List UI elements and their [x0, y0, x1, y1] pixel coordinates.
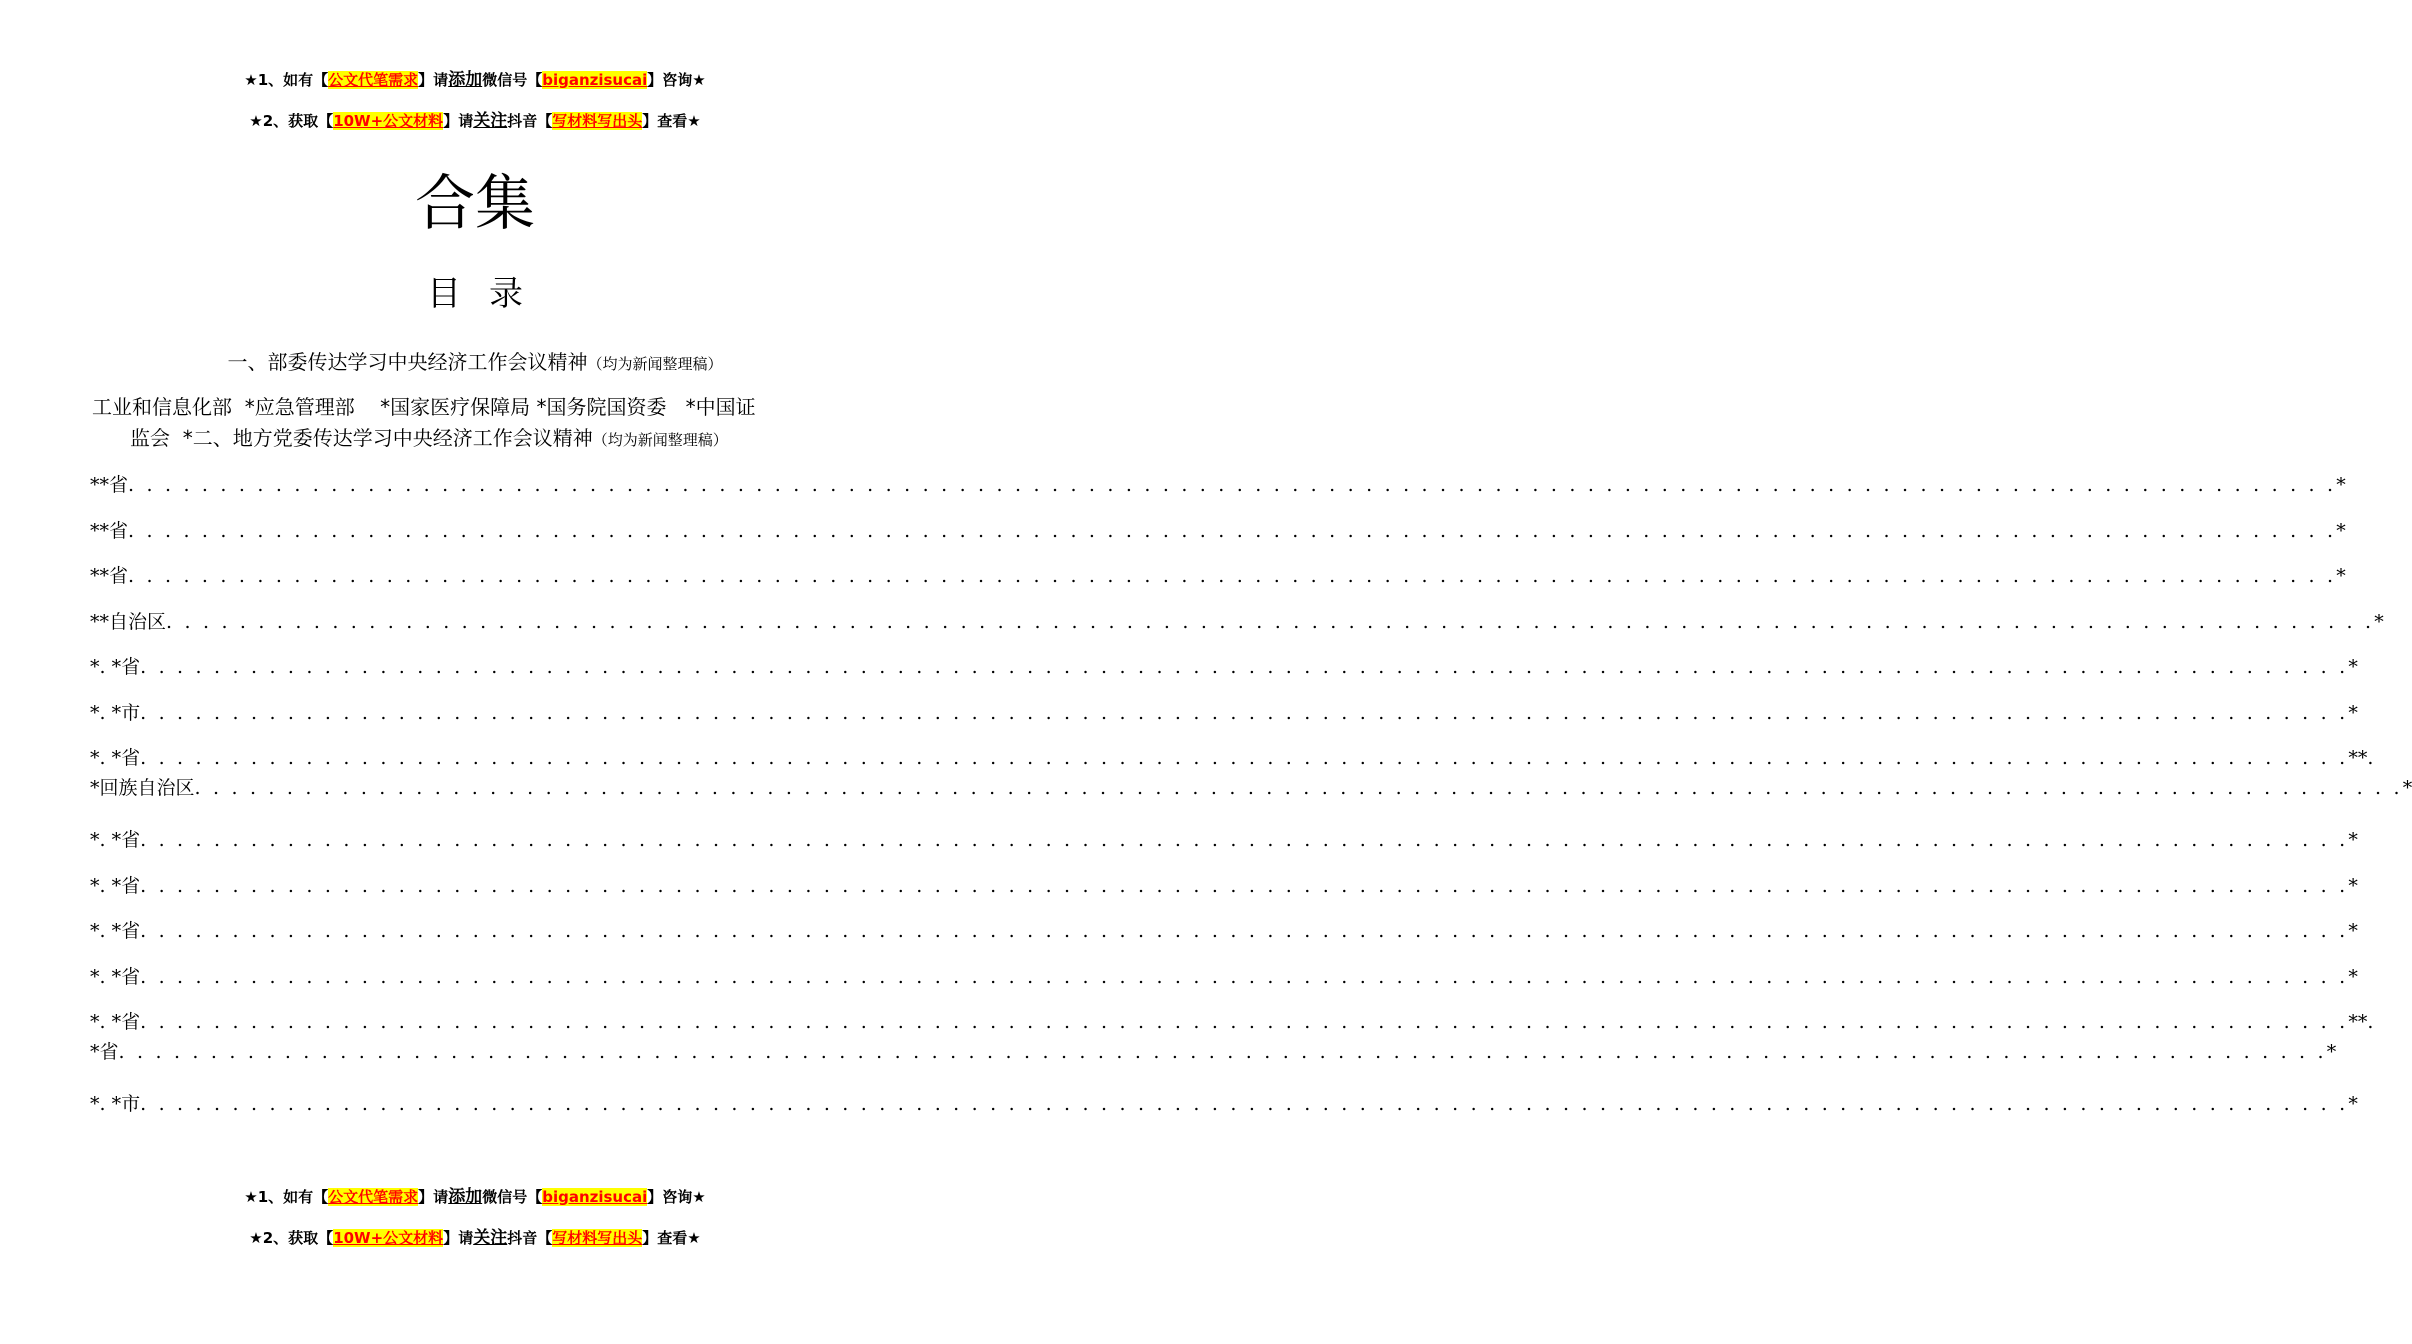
- star-icon: ★: [249, 112, 263, 130]
- highlight-service: 公文代笔需求: [328, 71, 419, 89]
- document-title: 合集: [415, 169, 535, 239]
- highlight-douyin-id: 写材料写出头: [552, 1229, 643, 1247]
- toc-leader-dots: . . . . . . . . . . . . . . . . . . . . . . . . . . . . . . . . . . . . . . . . . . . . . . . . . . . . . . . . . . . . . . . . . . . . . . . . . . . . . . . . . . . . . . . . . . . . . . . . . . . . . . . . . . . . . . . . . . . . . . . .: [140, 829, 2349, 851]
- toc-leader-dots: . . . . . . . . . . . . . . . . . . . . . . . . . . . . . . . . . . . . . . . . . . . . . . . . . . . . . . . . . . . . . . . . . . . . . . . . . . . . . . . . . . . . . . . . . . . . . . . . . . . . . . . . . . . . . . . . . . . . . . . .: [128, 565, 2337, 587]
- toc-entry-page: *: [2348, 656, 2358, 678]
- toc-entry-label: *. *省: [90, 874, 141, 897]
- toc-entry[interactable]: [90, 871, 2358, 917]
- toc-entry[interactable]: [90, 516, 2346, 562]
- toc-entries: [90, 470, 2412, 1135]
- toc-entry-page: *: [2348, 965, 2358, 988]
- toc-entry-page: *: [2336, 474, 2346, 496]
- toc-entry-page: *: [2348, 920, 2358, 942]
- star-icon: ★: [244, 71, 258, 89]
- toc-entry-page: *: [2348, 829, 2358, 851]
- toc-entry-page: **.: [2348, 1011, 2374, 1033]
- toc-leader-dots: . . . . . . . . . . . . . . . . . . . . . . . . . . . . . . . . . . . . . . . . . . . . . . . . . . . . . . . . . . . . . . . . . . . . . . . . . . . . . . . . . . . . . . . . . . . . . . . . . . . . . . . . . . . . . . . . . . . . . . . .: [194, 777, 2403, 799]
- header-promo-line-1: ★1、如有【公文代笔需求】请添加微信号【biganzisucai】咨询★: [244, 70, 706, 90]
- toc-entry-page: *: [2402, 777, 2412, 799]
- toc-entry-label: *. *省: [90, 1011, 141, 1033]
- highlight-materials: 10W+公文材料: [333, 1229, 444, 1247]
- toc-entry-page: *: [2348, 1093, 2358, 1115]
- toc-entry[interactable]: [90, 1007, 2374, 1089]
- toc-leader-dots: . . . . . . . . . . . . . . . . . . . . . . . . . . . . . . . . . . . . . . . . . . . . . . . . . . . . . . . . . . . . . . . . . . . . . . . . . . . . . . . . . . . . . . . . . . . . . . . . . . . . . . . . . . . . . . . . . . . . . . . .: [140, 1011, 2349, 1033]
- toc-entry-label: **自治区: [90, 610, 167, 633]
- toc-leader-dots: . . . . . . . . . . . . . . . . . . . . . . . . . . . . . . . . . . . . . . . . . . . . . . . . . . . . . . . . . . . . . . . . . . . . . . . . . . . . . . . . . . . . . . . . . . . . . . . . . . . . . . . . . . . . . . . . . . . . . . . .: [140, 747, 2349, 769]
- toc-entry[interactable]: [90, 825, 2358, 871]
- toc-entry[interactable]: [90, 962, 2358, 1008]
- toc-entry-label: **省: [90, 565, 129, 587]
- toc-entry-label: *. *市: [90, 701, 141, 724]
- toc-entry[interactable]: [90, 652, 2358, 698]
- toc-leader-dots: . . . . . . . . . . . . . . . . . . . . . . . . . . . . . . . . . . . . . . . . . . . . . . . . . . . . . . . . . . . . . . . . . . . . . . . . . . . . . . . . . . . . . . . . . . . . . . . . . . . . . . . . . . . . . . . . . . . . . . . .: [140, 1093, 2349, 1115]
- toc-entry-page: *: [2336, 565, 2346, 587]
- star-icon: ★: [249, 1229, 263, 1247]
- toc-entry-page: **.: [2348, 747, 2374, 769]
- toc-leader-dots: . . . . . . . . . . . . . . . . . . . . . . . . . . . . . . . . . . . . . . . . . . . . . . . . . . . . . . . . . . . . . . . . . . . . . . . . . . . . . . . . . . . . . . . . . . . . . . . . . . . . . . . . . . . . . . . . . . . . . . . .: [118, 1041, 2327, 1063]
- toc-entry[interactable]: [90, 1089, 2358, 1135]
- toc-entry-label: *. *省: [90, 829, 141, 851]
- toc-leader-dots: . . . . . . . . . . . . . . . . . . . . . . . . . . . . . . . . . . . . . . . . . . . . . . . . . . . . . . . . . . . . . . . . . . . . . . . . . . . . . . . . . . . . . . . . . . . . . . . . . . . . . . . . . . . . . . . . . . . . . . . .: [128, 474, 2337, 496]
- toc-leader-dots: . . . . . . . . . . . . . . . . . . . . . . . . . . . . . . . . . . . . . . . . . . . . . . . . . . . . . . . . . . . . . . . . . . . . . . . . . . . . . . . . . . . . . . . . . . . . . . . . . . . . . . . . . . . . . . . . . . . . . . . .: [140, 656, 2349, 678]
- toc-entry-label: *省: [90, 1041, 119, 1063]
- toc-entry-label: **省: [90, 519, 129, 542]
- toc-entry-label: *. *省: [90, 656, 141, 678]
- toc-leader-dots: . . . . . . . . . . . . . . . . . . . . . . . . . . . . . . . . . . . . . . . . . . . . . . . . . . . . . . . . . . . . . . . . . . . . . . . . . . . . . . . . . . . . . . . . . . . . . . . . . . . . . . . . . . . . . . . . . . . . . . . .: [140, 701, 2349, 724]
- toc-entry-page: *: [2348, 701, 2358, 724]
- ministry-list-line: 工业和信息化部 *应急管理部 *国家医疗保障局 *国务院国资委 *中国证: [92, 395, 756, 419]
- toc-entry-label: *. *市: [90, 1093, 141, 1115]
- section-1-heading: 一、部委传达学习中央经济工作会议精神（均为新闻整理稿）: [227, 350, 723, 374]
- toc-entry[interactable]: [90, 698, 2358, 744]
- highlight-douyin-id: 写材料写出头: [552, 112, 643, 130]
- toc-entry-label: *回族自治区: [90, 777, 195, 799]
- toc-entry[interactable]: [90, 470, 2346, 516]
- footer-promo-line-1: ★1、如有【公文代笔需求】请添加微信号【biganzisucai】咨询★: [244, 1187, 706, 1207]
- footer-promo-line-2: ★2、获取【10W+公文材料】请关注抖音【写材料写出头】查看★: [249, 1228, 701, 1248]
- star-icon: ★: [244, 1188, 258, 1206]
- highlight-wechat-id: biganzisucai: [542, 1188, 648, 1206]
- toc-entry-page: *: [2336, 519, 2346, 542]
- toc-leader-dots: . . . . . . . . . . . . . . . . . . . . . . . . . . . . . . . . . . . . . . . . . . . . . . . . . . . . . . . . . . . . . . . . . . . . . . . . . . . . . . . . . . . . . . . . . . . . . . . . . . . . . . . . . . . . . . . . . . . . . . . .: [140, 965, 2349, 988]
- toc-heading: 目录: [427, 274, 551, 314]
- toc-entry-label: *. *省: [90, 920, 141, 942]
- toc-entry-label: **省: [90, 474, 129, 496]
- toc-entry-label: *. *省: [90, 747, 141, 769]
- toc-entry-page: *: [2374, 610, 2384, 633]
- toc-entry[interactable]: [90, 916, 2358, 962]
- toc-entry-page: *: [2348, 874, 2358, 897]
- toc-leader-dots: . . . . . . . . . . . . . . . . . . . . . . . . . . . . . . . . . . . . . . . . . . . . . . . . . . . . . . . . . . . . . . . . . . . . . . . . . . . . . . . . . . . . . . . . . . . . . . . . . . . . . . . . . . . . . . . . . . . . . . . .: [140, 874, 2349, 897]
- toc-entry[interactable]: [90, 743, 2412, 825]
- highlight-service: 公文代笔需求: [328, 1188, 419, 1206]
- toc-leader-dots: . . . . . . . . . . . . . . . . . . . . . . . . . . . . . . . . . . . . . . . . . . . . . . . . . . . . . . . . . . . . . . . . . . . . . . . . . . . . . . . . . . . . . . . . . . . . . . . . . . . . . . . . . . . . . . . . . . . . . . . .: [140, 920, 2349, 942]
- toc-entry-page: *: [2326, 1041, 2337, 1063]
- toc-leader-dots: . . . . . . . . . . . . . . . . . . . . . . . . . . . . . . . . . . . . . . . . . . . . . . . . . . . . . . . . . . . . . . . . . . . . . . . . . . . . . . . . . . . . . . . . . . . . . . . . . . . . . . . . . . . . . . . . . . . . . . . .: [166, 610, 2375, 633]
- header-promo-line-2: ★2、获取【10W+公文材料】请关注抖音【写材料写出头】查看★: [249, 111, 701, 131]
- highlight-wechat-id: biganzisucai: [542, 71, 648, 89]
- toc-entry[interactable]: [90, 561, 2346, 607]
- toc-entry[interactable]: [90, 607, 2384, 653]
- section-2-heading-line: 监会 *二、地方党委传达学习中央经济工作会议精神（均为新闻整理稿）: [130, 426, 728, 450]
- highlight-materials: 10W+公文材料: [333, 112, 444, 130]
- toc-leader-dots: . . . . . . . . . . . . . . . . . . . . . . . . . . . . . . . . . . . . . . . . . . . . . . . . . . . . . . . . . . . . . . . . . . . . . . . . . . . . . . . . . . . . . . . . . . . . . . . . . . . . . . . . . . . . . . . . . . . . . . . .: [128, 519, 2337, 542]
- toc-entry-label: *. *省: [90, 965, 141, 988]
